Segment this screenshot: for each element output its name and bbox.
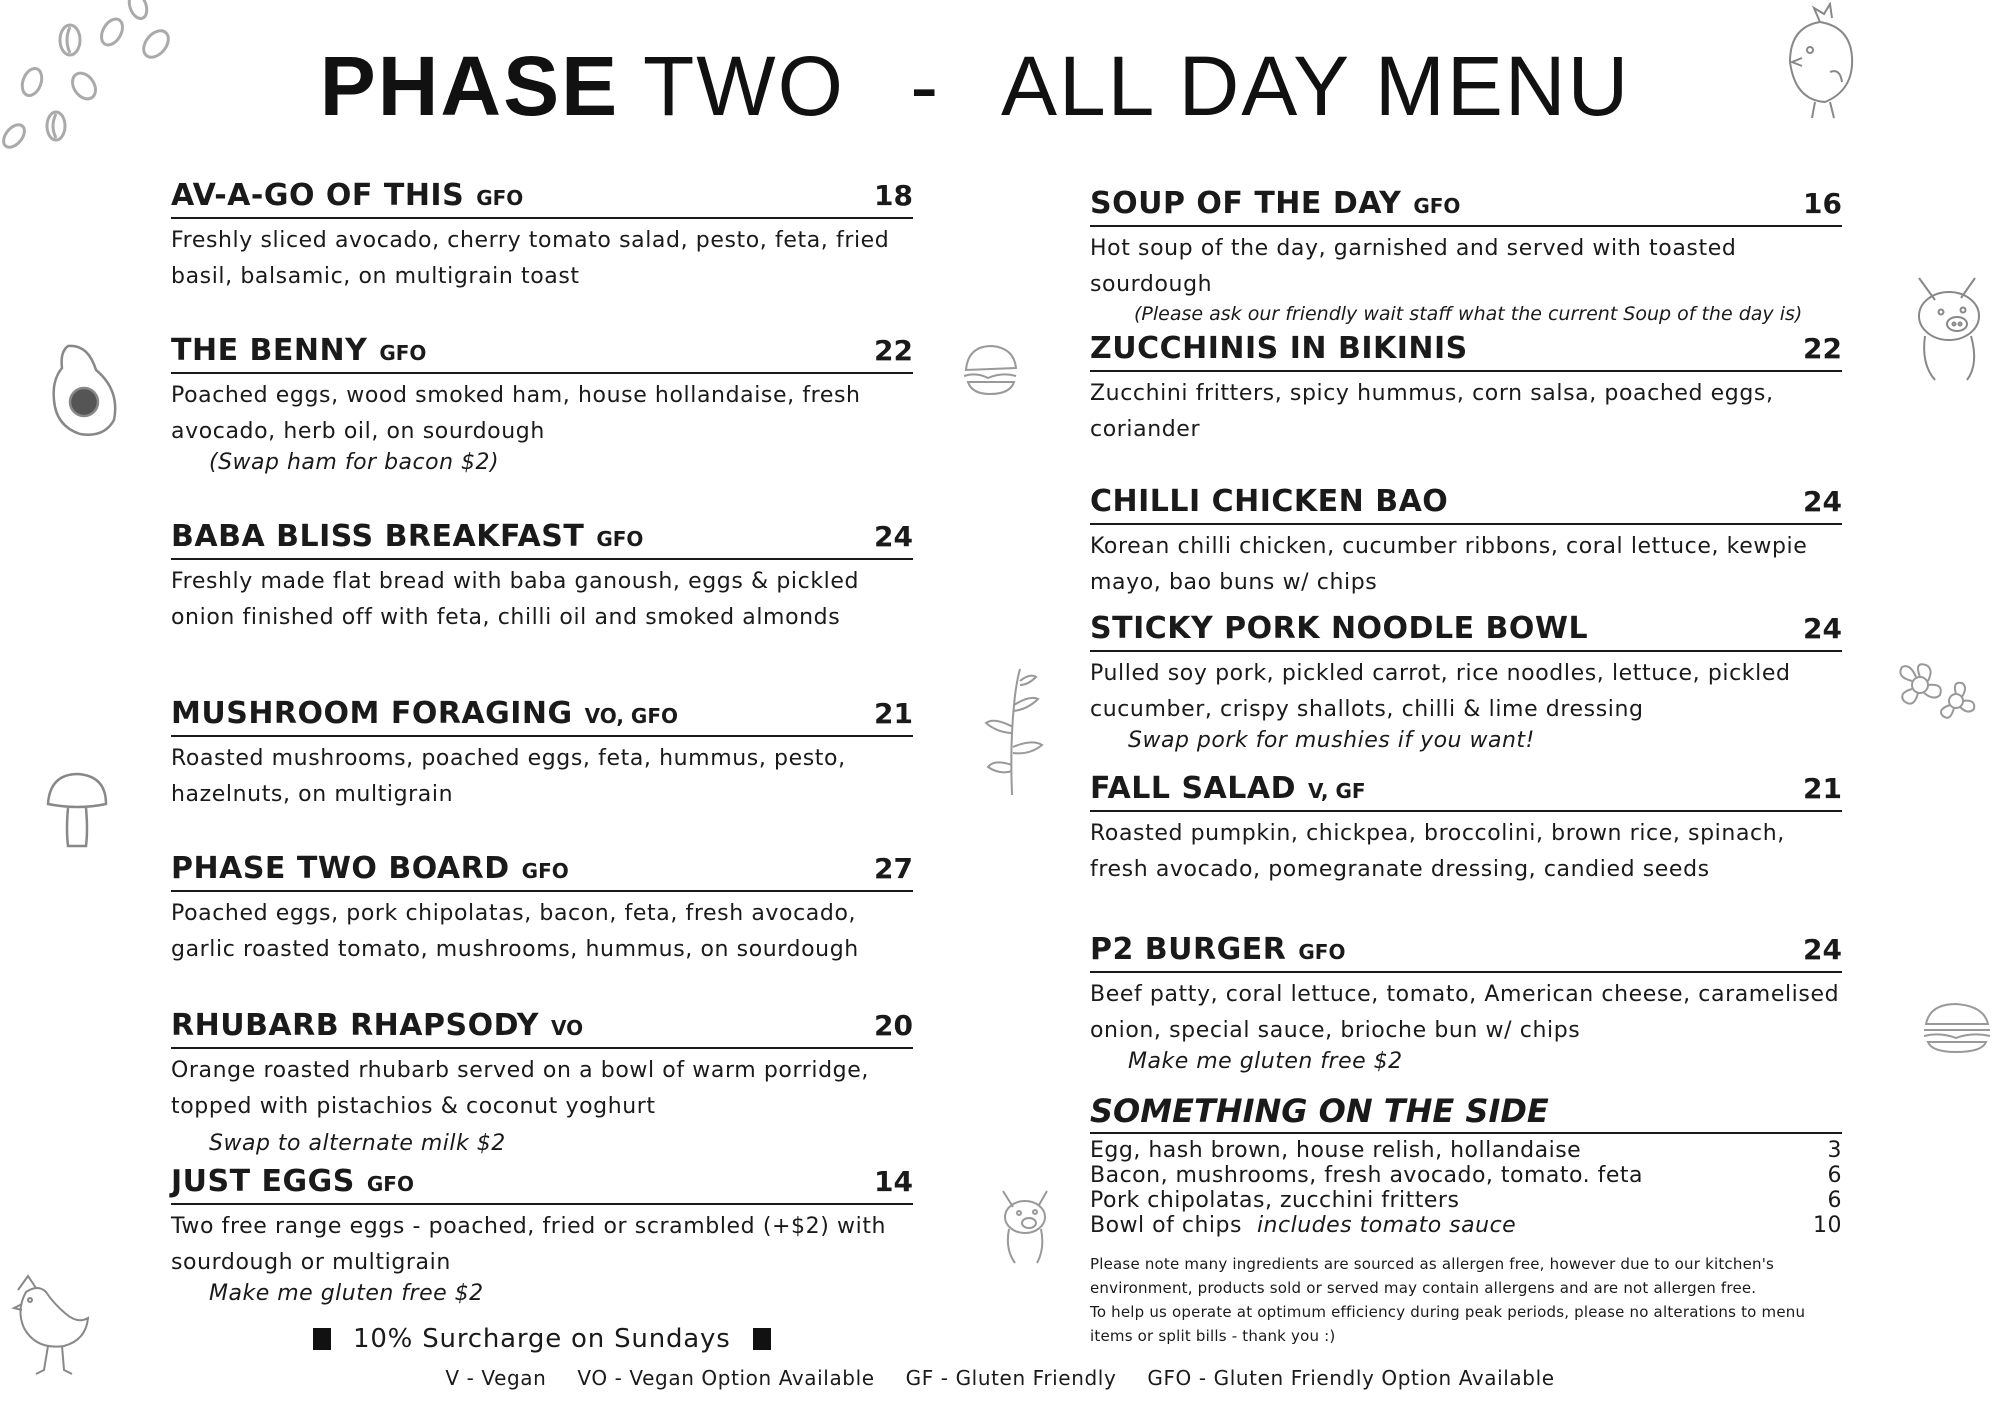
menu-item-note: Make me gluten free $2 — [209, 1281, 484, 1306]
chicken-icon — [1770, 2, 1870, 122]
menu-item-header — [1090, 771, 1842, 812]
menu-item-name: JUST EGGS — [171, 1164, 355, 1199]
side-row — [1090, 1213, 1842, 1238]
side-price: 10 — [1813, 1213, 1842, 1238]
menu-item-header — [171, 519, 913, 560]
sides-header — [1090, 1092, 1842, 1134]
menu-item-header — [1090, 611, 1842, 652]
menu-item-header — [171, 1164, 913, 1205]
disclaimer-line: environment, products sold or served may contain allergens and are not allergen free. — [1090, 1279, 1757, 1297]
menu-item-price: 14 — [874, 1165, 913, 1198]
menu-item-price: 24 — [1803, 485, 1842, 518]
menu-item-header — [171, 1008, 913, 1049]
menu-item-description: Roasted pumpkin, chickpea, broccolini, brown rice, spinach, fresh avocado, pomegranate dressing, candied seeds — [1090, 821, 1785, 882]
menu-item-name: FALL SALAD — [1090, 771, 1297, 806]
legend-gluten-friendly-option: GFO - Gluten Friendly Option Available — [1147, 1366, 1555, 1390]
menu-item-tags: GFO — [1298, 940, 1346, 964]
side-label: Egg, hash brown, house relish, hollandaise — [1090, 1138, 1582, 1163]
side-label: Bacon, mushrooms, fresh avocado, tomato. feta — [1090, 1163, 1643, 1188]
menu-item-header — [171, 178, 913, 219]
menu-item-price: 18 — [874, 179, 913, 212]
menu-item-tags: GFO — [379, 341, 427, 365]
menu-item-description: Orange roasted rhubarb served on a bowl of warm porridge, topped with pistachios & coconut yoghurt — [171, 1058, 869, 1119]
menu-item-name: SOUP OF THE DAY — [1090, 186, 1402, 221]
side-row — [1090, 1138, 1842, 1163]
menu-item — [1090, 611, 1842, 753]
menu-item-note: Swap to alternate milk $2 — [209, 1131, 506, 1156]
menu-item — [171, 519, 913, 636]
menu-item-name: AV-A-GO OF THIS — [171, 178, 465, 213]
menu-item-tags: GFO — [476, 186, 524, 210]
menu-item-price: 27 — [874, 852, 913, 885]
side-price: 6 — [1827, 1188, 1842, 1213]
menu-item — [1090, 186, 1842, 325]
side-row — [1090, 1163, 1842, 1188]
menu-item-name: MUSHROOM FORAGING — [171, 696, 573, 731]
disclaimer-line: To help us operate at optimum efficiency during peak periods, please no alterations to menu — [1090, 1303, 1806, 1321]
avocado-icon — [48, 340, 126, 440]
title-part-3: ALL DAY MENU — [1000, 39, 1631, 133]
side-extra: includes tomato sauce — [1256, 1213, 1517, 1238]
menu-item-description: Pulled soy pork, pickled carrot, rice noodles, lettuce, pickled cucumber, crispy shallots, chilli & lime dressing — [1090, 661, 1791, 722]
side-price: 6 — [1827, 1163, 1842, 1188]
coffee-beans-icon — [0, 0, 200, 160]
menu-item-name: STICKY PORK NOODLE BOWL — [1090, 611, 1589, 646]
side-label: Pork chipolatas, zucchini fritters — [1090, 1188, 1460, 1213]
menu-item-name: CHILLI CHICKEN BAO — [1090, 484, 1449, 519]
menu-item-header — [171, 333, 913, 374]
menu-item-header — [1090, 484, 1842, 525]
menu-item-price: 21 — [1803, 772, 1842, 805]
legend-vegan: V - Vegan — [445, 1366, 547, 1390]
legend-gluten-friendly: GF - Gluten Friendly — [905, 1366, 1117, 1390]
menu-item-header — [1090, 331, 1842, 372]
herb-icon — [980, 665, 1050, 800]
menu-item-header — [1090, 932, 1842, 973]
menu-item-price: 16 — [1803, 187, 1842, 220]
menu-item — [171, 333, 913, 475]
disclaimer-line: items or split bills - thank you :) — [1090, 1327, 1336, 1345]
chicken-icon — [8, 1270, 98, 1380]
menu-item — [1090, 932, 1842, 1074]
disclaimer-line: Please note many ingredients are sourced as allergen free, however due to our kitchen's — [1090, 1255, 1775, 1273]
menu-item-description: Hot soup of the day, garnished and served with toasted sourdough — [1090, 236, 1737, 297]
menu-item — [171, 178, 913, 295]
pig-icon — [1905, 268, 1995, 383]
menu-item — [171, 851, 913, 968]
side-label: Bowl of chips — [1090, 1213, 1242, 1238]
menu-item-tags: VO, GFO — [584, 704, 679, 728]
menu-item-description: Freshly made flat bread with baba ganoush, eggs & pickled onion finished off with feta, chilli oil and smoked almonds — [171, 569, 860, 630]
menu-item-note: Make me gluten free $2 — [1128, 1049, 1403, 1074]
side-row — [1090, 1188, 1842, 1213]
menu-item-name: P2 BURGER — [1090, 932, 1287, 967]
legend-vegan-option: VO - Vegan Option Available — [577, 1366, 875, 1390]
menu-item-description: Zucchini fritters, spicy hummus, corn salsa, poached eggs, coriander — [1090, 381, 1774, 442]
burger-icon — [1920, 1000, 1994, 1056]
flower-icon — [1890, 655, 1986, 735]
menu-item-tags: GFO — [1413, 194, 1461, 218]
sides-section — [1090, 1092, 1842, 1238]
menu-item-description: Beef patty, coral lettuce, tomato, American cheese, caramelised onion, special sauce, brioche bun w/ chips — [1090, 982, 1840, 1043]
menu-item-note: (Please ask our friendly wait staff what the current Soup of the day is) — [1134, 303, 1803, 325]
surcharge-notice — [313, 1324, 771, 1354]
menu-item-tags: GFO — [366, 1172, 414, 1196]
menu-item-price: 21 — [874, 697, 913, 730]
menu-item-description: Freshly sliced avocado, cherry tomato salad, pesto, feta, fried basil, balsamic, on multigrain toast — [171, 228, 890, 289]
menu-item — [1090, 771, 1842, 888]
black-square-icon — [753, 1328, 771, 1350]
menu-item — [171, 1164, 913, 1306]
burger-icon — [958, 340, 1022, 402]
menu-item-header — [1090, 186, 1842, 227]
menu-item-note: Swap pork for mushies if you want! — [1128, 728, 1535, 753]
side-price: 3 — [1827, 1138, 1842, 1163]
dietary-legend — [0, 1366, 2000, 1390]
menu-item-tags: GFO — [521, 859, 569, 883]
menu-item-name: BABA BLISS BREAKFAST — [171, 519, 585, 554]
title-separator: - — [910, 39, 941, 133]
menu-item — [171, 696, 913, 813]
menu-item-name: ZUCCHINIS IN BIKINIS — [1090, 331, 1468, 366]
menu-item-name: RHUBARB RHAPSODY — [171, 1008, 540, 1043]
menu-item-header — [171, 851, 913, 892]
sides-title: SOMETHING ON THE SIDE — [1090, 1092, 1549, 1130]
menu-item-description: Two free range eggs - poached, fried or scrambled (+$2) with sourdough or multigrain — [171, 1214, 887, 1275]
allergen-disclaimer — [1090, 1252, 1842, 1348]
menu-item-tags: VO — [551, 1016, 584, 1040]
menu-item-description: Poached eggs, pork chipolatas, bacon, feta, fresh avocado, garlic roasted tomato, mushrooms, hummus, on sourdough — [171, 901, 859, 962]
title-part-1: PHASE — [319, 39, 620, 133]
pig-icon — [995, 1185, 1057, 1265]
menu-item-header — [171, 696, 913, 737]
menu-item-note: (Swap ham for bacon $2) — [209, 450, 500, 475]
title-part-2: TWO — [642, 39, 845, 133]
menu-item-tags: GFO — [596, 527, 644, 551]
menu-item — [1090, 331, 1842, 448]
menu-item-price: 22 — [1803, 332, 1842, 365]
surcharge-text: 10% Surcharge on Sundays — [353, 1324, 731, 1354]
menu-item-name: PHASE TWO BOARD — [171, 851, 510, 886]
menu-item-description: Poached eggs, wood smoked ham, house hollandaise, fresh avocado, herb oil, on sourdough — [171, 383, 861, 444]
left-menu-column — [171, 178, 913, 1306]
mushroom-icon — [44, 770, 110, 850]
right-menu-column — [1090, 186, 1842, 1348]
menu-item — [1090, 484, 1842, 601]
menu-item-name: THE BENNY — [171, 333, 368, 368]
menu-item-price: 24 — [1803, 612, 1842, 645]
menu-item-price: 22 — [874, 334, 913, 367]
menu-item-price: 24 — [1803, 933, 1842, 966]
menu-item-price: 20 — [874, 1009, 913, 1042]
page-title — [0, 38, 1950, 135]
menu-item-price: 24 — [874, 520, 913, 553]
black-square-icon — [313, 1328, 331, 1350]
menu-item-description: Korean chilli chicken, cucumber ribbons, coral lettuce, kewpie mayo, bao buns w/ chips — [1090, 534, 1808, 595]
menu-item-tags: V, GF — [1308, 779, 1366, 803]
menu-item-description: Roasted mushrooms, poached eggs, feta, hummus, pesto, hazelnuts, on multigrain — [171, 746, 846, 807]
menu-item — [171, 1008, 913, 1156]
